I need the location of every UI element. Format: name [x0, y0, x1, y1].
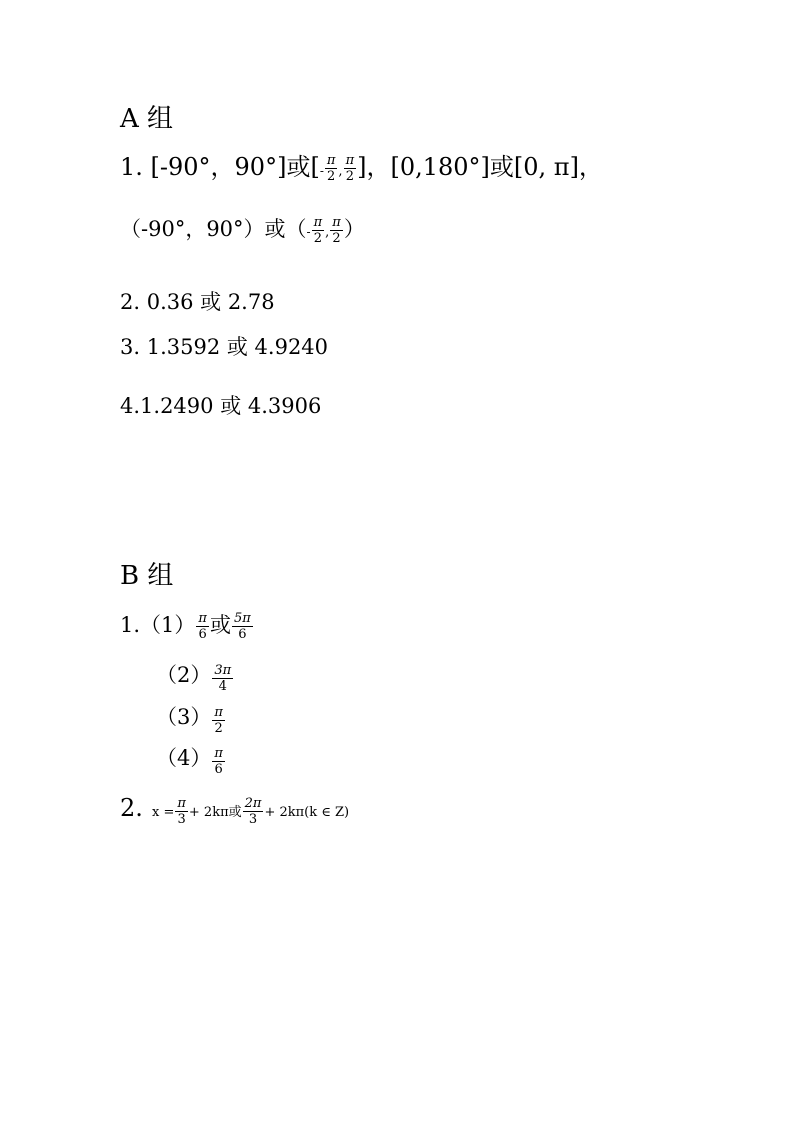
b-q1-part2-label: （2） [156, 663, 212, 687]
b-q1-part3-label: （3） [156, 705, 212, 729]
neg-sign: - [319, 164, 324, 178]
fraction-pi-over-2: $\frac{\pi}{2}$ [332, 215, 341, 246]
fraction-pi-over-2: $\frac{\pi}{2}$ [214, 705, 223, 736]
b-q1-label: 1.（1） [120, 613, 196, 637]
b-q2-label: 2. [120, 794, 143, 822]
a-q3: 3. 1.3592 或 4.9240 [120, 335, 329, 359]
b-q1-part2 [156, 664, 234, 693]
fraction-3pi-over-4: $\frac{3\pi}{4}$ [214, 663, 232, 694]
b-q2-plus2: + 2kπ(k ∈ Z) [264, 805, 350, 820]
b-q1-part4 [156, 747, 226, 776]
b-q1-part1 [120, 612, 254, 641]
b-q2-plus1: + 2kπ或 [188, 805, 242, 820]
a-q1-line2: （-90°，90°）或（- $\frac{\pi}{2}$ , $\frac{\pi}{2}$ ） [120, 215, 365, 246]
group-a-title: A 组 [120, 104, 174, 134]
a-q1-line1-text-2: ]，[0,180°]或[0, π]， [357, 153, 603, 181]
a-q1-line1-text: 1. [-90°，90°]或[ [120, 153, 320, 181]
a-q1-line1: 1. [-90°，90°]或[- $\frac{\pi}{2}$ , $\frac{\pi}{2}$ ]，[0,180°]或[0, π]， [120, 153, 603, 184]
b-q1-part4-label: （4） [156, 746, 212, 770]
fraction-pi-over-2: $\frac{\pi}{2}$ [326, 153, 336, 184]
group-b-title: B 组 [120, 561, 174, 591]
fraction-pi-over-2: $\frac{\pi}{2}$ [345, 153, 355, 184]
fraction-pi-over-3: $\frac{\pi}{3}$ [177, 796, 186, 827]
fraction-2pi-over-3: $\frac{2\pi}{3}$ [244, 796, 262, 827]
a-q2: 2. 0.36 或 2.78 [120, 290, 275, 314]
fraction-pi-over-2: $\frac{\pi}{2}$ [313, 215, 323, 246]
neg-sign: - [306, 225, 311, 239]
a-q1-line2-text-2: ） [343, 217, 365, 241]
b-q2-x-eq: x = [152, 805, 175, 820]
fraction-pi-over-6: $\frac{\pi}{6}$ [214, 746, 223, 777]
b-q2 [120, 796, 349, 826]
a-q4: 4.1.2490 或 4.3906 [120, 394, 322, 418]
fraction-5pi-over-6: $\frac{5\pi}{6}$ [233, 611, 251, 642]
b-q1-part3 [156, 706, 226, 735]
or-text: 或 [209, 613, 231, 637]
fraction-pi-over-6: $\frac{\pi}{6}$ [198, 611, 207, 642]
a-q1-line2-text: （-90°，90°）或（ [120, 217, 307, 241]
